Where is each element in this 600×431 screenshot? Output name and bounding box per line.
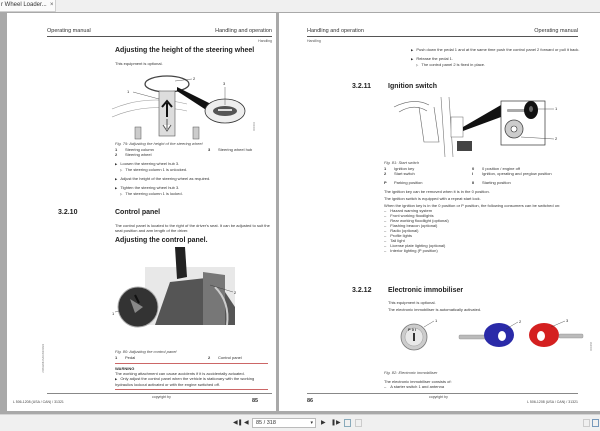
page-number: 86 [307,398,314,404]
immobiliser-components: The electronic immobiliser consists of: – A starter switch 1 and antenna [384,379,574,389]
header-left: Handling and operation [307,28,364,34]
warning-title: WARNING [115,366,135,371]
warning-text: The working attachment can cause accidents if it is accidentally actuated. [115,371,245,376]
fit-width-icon[interactable] [592,419,599,427]
immobiliser-optional: This equipment is optional. [388,300,436,305]
callout-2: 2 [193,76,196,81]
callout-1: 1 [127,89,130,94]
tab-title: r Wheel Loader... [1,2,47,8]
footer-doc-id: L 506-1208 (USA / CAN) / 31321 [13,400,64,404]
svg-text:I000002: I000002 [253,121,256,131]
svg-text:2: 2 [519,319,522,324]
figure-caption: Fig. 80: Adjusting the control panel [115,349,177,354]
footer-line [47,393,272,394]
ignition-text: The ignition key can be removed when it is in the 0 position. The ignition switch is equipped with a repeat start lock. When the ignition key is in the 0 position or P position, the following consumers can be switched on: – Hazard warning system – Front working floodlights – Rear working floodlight (optional) – Flashing beacon (optional) – Radio (optional) – Profile lights – Tail light – License plate lighting (optional) – Interior lighting (P position) [384,189,579,253]
footer-doc-id: L 506-1208 (USA / CAN) / 31321 [527,400,578,404]
first-page-icon[interactable]: ◀❚ [233,420,243,426]
footer-copyright: copyright by [429,395,448,399]
section-number: 3.2.11 [352,83,372,90]
footer-copyright: copyright by [152,395,171,399]
page-dropdown-icon[interactable]: ▾ [310,420,313,426]
close-tab-icon[interactable]: × [50,2,54,8]
svg-text:I000456: I000456 [590,341,593,351]
warning-box [115,363,268,390]
header-sub: Handling [258,39,272,43]
figure-legend: 1 Ignition key 2 Start switch P Parking position 0 0 position / engine off I Ignition, operating and preglow position II Starting position [384,166,552,185]
page-header [307,28,578,37]
section-name: Ignition switch [388,83,437,90]
two-page-view-icon[interactable] [355,419,362,427]
ignition-switch-figure [379,97,559,159]
optional-note: This equipment is optional. [115,61,163,66]
figure-caption: Fig. 82: Electronic immobiliser [384,370,438,375]
figure-caption: Fig. 79: Adjusting the height of the steering wheel [115,141,203,146]
consumer-list: – Hazard warning system – Front working floodlights – Rear working floodlight (optional) – Flashing beacon (optional) – Radio (optional) – Profile lights – Tail light – License plate lighting (optional) – Interior lighting (P position) [384,208,579,253]
single-page-view-icon[interactable] [344,419,351,427]
control-panel-figure [112,247,245,327]
section-number: 3.2.10 [58,209,78,216]
steering-wheel-figure [107,69,262,139]
last-page-icon[interactable]: ❚▶ [331,420,341,426]
previous-page-icon[interactable]: ◀ [244,420,249,426]
side-identifier: L5061208USA/CAN31321 [42,343,45,373]
page-number-input[interactable]: 85 / 318 ▾ [252,418,316,428]
footer-line [307,393,578,394]
fit-page-icon[interactable] [583,419,590,427]
instruction-steps: ▶ Loosen the steering wheel hub 3. ▷ The steering column 1 is unlocked. ▶ Adjust the height of the steering wheel as required. ▶ Tighten the steering wheel hub 3. ▷ The steering column 1 is locked. [115,161,265,197]
page-85: Operating manual Handling and operation Handling Adjusting the height of the steering wheel This equipment is optional. 1 2 3 I000002 Fig. 79: Adjusting the height of the steering wheel 1 Steering column 2 Steering wheel 3 Steering wheel hub ▶ Loosen the steering wheel hub 3. ▷ The steering column 1 is unlocked. ▶ Adjust the height of the steering wheel as required. ▶ Tighten the steering wheel hub 3. ▷ The steering column 1 is locked. 3.2.10 Control panel The control panel is located to the right of the driver's seat. It can be adjusted to suit the seat position and arm length of the driver. Adjusting the control panel. 1 2 Fig. 80: Adjusting the control panel 1 Pedal 2 Control panel WARNING The working attachment can cause accidents if it is accidentally actuated. ▶ Only adjust the control panel when the vehicle is stationary with the working hydraulics lockout activated or with the engine switched off. L5061208USA/CAN31321 copyright by L 506-1208 (USA / CAN) / 31321 85 [7,13,276,411]
page-number: 85 [252,398,259,404]
document-tab[interactable] [0,0,56,12]
section-text: The control panel is located to the right of the driver's seat. It can be adjusted to suit the seat position and arm length of the driver. [115,223,270,233]
tab-bar [0,0,600,12]
instruction-steps: ▶ Push down the pedal 1 and at the same time push the control panel 2 forward or pull it back. ▶ Release the pedal 1. ▷ The control panel 2 is fixed in place. [411,47,581,68]
svg-text:2: 2 [555,136,558,141]
svg-text:P 0 I: P 0 I [408,327,417,332]
header-right: Handling and operation [215,28,272,34]
header-left: Operating manual [47,28,91,34]
svg-text:1: 1 [435,318,438,323]
svg-text:2: 2 [234,290,237,295]
page-header [47,28,272,37]
section-number: 3.2.12 [352,287,372,294]
svg-text:1: 1 [555,106,558,111]
immobiliser-figure [384,315,599,355]
header-sub: Handling [307,39,321,43]
navigation-toolbar [0,414,600,431]
figure-caption: Fig. 81: Start switch [384,160,420,165]
warning-action: ▶ Only adjust the control panel when the vehicle is stationary with the working hydraulics lockout activated or with the engine switched off. [115,376,268,387]
next-page-icon[interactable]: ▶ [321,420,326,426]
subsection-title: Adjusting the control panel. [115,237,208,244]
page-86 [279,13,600,411]
section-title: Adjusting the height of the steering wheel [115,47,255,54]
section-name: Electronic immobiliser [388,287,464,294]
header-right: Operating manual [534,28,578,34]
svg-text:3: 3 [566,318,569,323]
svg-text:1: 1 [112,311,115,316]
immobiliser-activated: The electronic immobiliser is automatically activated. [388,307,482,312]
document-viewer[interactable] [0,12,600,414]
callout-3: 3 [223,81,226,86]
section-name: Control panel [115,209,161,216]
